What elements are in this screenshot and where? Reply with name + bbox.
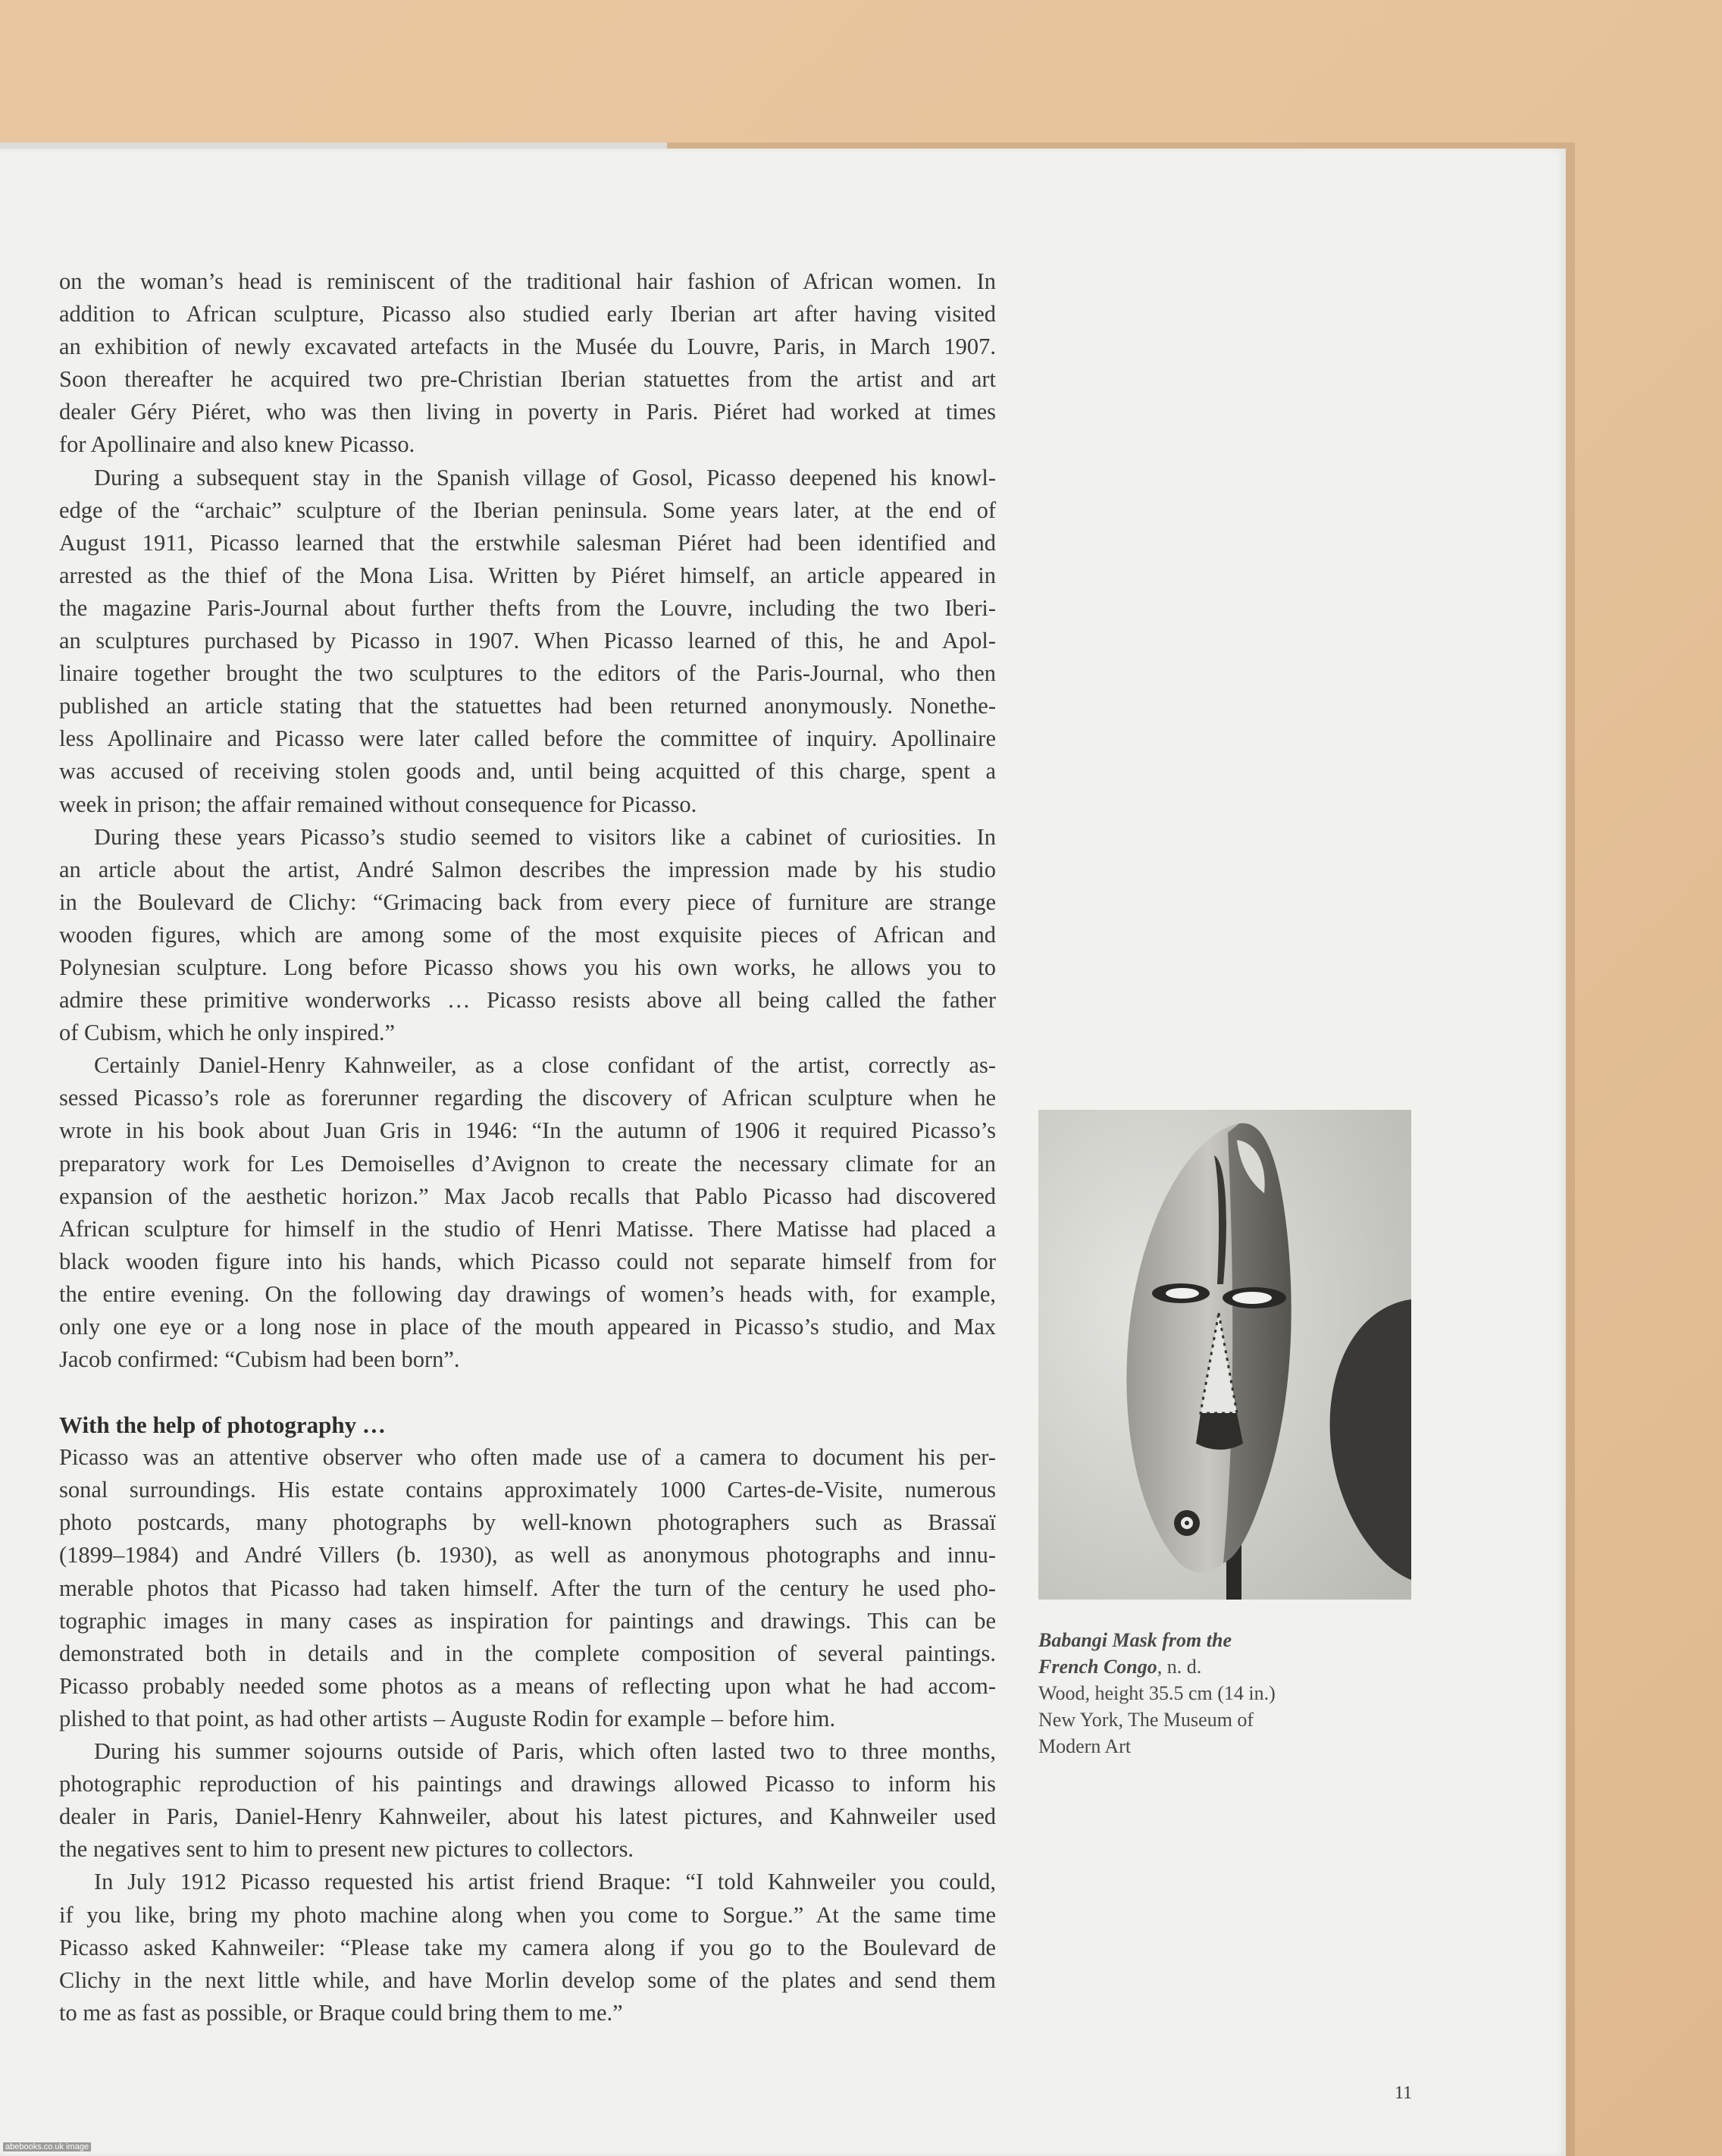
text-line: of Cubism, which he only inspired.”: [59, 1020, 396, 1046]
caption-location: New York, The Museum of: [1038, 1709, 1254, 1731]
text-line: In July 1912 Picasso requested his artist friend Braque: “I told Kahnweiler you could,: [94, 1869, 996, 1895]
text-line: wrote in his book about Juan Gris in 1946: “In the autumn of 1906 it required Picasso’s: [59, 1117, 996, 1144]
text-line: the negatives sent to him to present new pictures to collectors.: [59, 1836, 634, 1863]
text-line: Certainly Daniel-Henry Kahnweiler, as a close confidant of the artist, correctly as-: [94, 1052, 996, 1079]
text-line: less Apollinaire and Picasso were later called before the committee of inquiry. Apollinaire: [59, 725, 996, 752]
text-line: Jacob confirmed: “Cubism had been born”.: [59, 1346, 460, 1373]
text-line: August 1911, Picasso learned that the erstwhile salesman Piéret had been identified and: [59, 529, 996, 556]
paragraph: [59, 1049, 996, 1376]
figure-caption: [1038, 1627, 1364, 1760]
text-line: Soon thereafter he acquired two pre-Christian Iberian statuettes from the artist and art: [59, 366, 996, 393]
text-line: only one eye or a long nose in place of the mouth appeared in Picasso’s studio, and Max: [59, 1314, 996, 1340]
text-line: (1899–1984) and André Villers (b. 1930), as well as anonymous photographs and innu-: [59, 1542, 996, 1568]
text-line: photo postcards, many photographs by well-known photographers such as Brassaï: [59, 1509, 996, 1536]
text-line: was accused of receiving stolen goods and, until being acquitted of this charge, spent a: [59, 758, 996, 785]
text-line: linaire together brought the two sculptures to the editors of the Paris-Journal, who then: [59, 660, 996, 687]
text-line: During these years Picasso’s studio seemed to visitors like a cabinet of curiosities. In: [94, 823, 996, 850]
text-line: if you like, bring my photo machine along when you come to Sorgue.” At the same time: [59, 1901, 996, 1928]
text-line: an exhibition of newly excavated artefacts in the Musée du Louvre, Paris, in March 1907.: [59, 334, 996, 360]
book-page: [0, 149, 1566, 2156]
text-line: African sculpture for himself in the studio of Henri Matisse. There Matisse had placed a: [59, 1215, 996, 1242]
paragraphs-after-heading: [59, 1441, 996, 2029]
text-line: arrested as the thief of the Mona Lisa. Written by Piéret himself, an article appeared in: [59, 562, 996, 588]
section-heading: With the help of photography …: [59, 1412, 386, 1439]
text-line: plished to that point, as had other artists – Auguste Rodin for example – before him.: [59, 1705, 836, 1731]
paragraph: [59, 821, 996, 1050]
text-line: week in prison; the affair remained without consequence for Picasso.: [59, 791, 697, 817]
text-line: the magazine Paris-Journal about further thefts from the Louvre, including the two Iberi-: [59, 594, 996, 621]
text-line: edge of the “archaic” sculpture of the Iberian peninsula. Some years later, at the end of: [59, 497, 996, 523]
text-line: on the woman’s head is reminiscent of the traditional hair fashion of African women. In: [59, 268, 996, 294]
caption-title-continued: French Congo: [1038, 1656, 1157, 1678]
page-number: 11: [1395, 2083, 1413, 2103]
body-text: [59, 265, 996, 2029]
paragraph: [59, 462, 996, 821]
text-line: wooden figures, which are among some of the most exquisite pieces of African and: [59, 921, 996, 948]
text-line: During a subsequent stay in the Spanish village of Gosol, Picasso deepened his knowl-: [94, 464, 996, 490]
text-line: photographic reproduction of his paintings and drawings allowed Picasso to inform his: [59, 1771, 996, 1797]
text-line: in the Boulevard de Clichy: “Grimacing back from every piece of furniture are strange: [59, 888, 996, 915]
text-line: admire these primitive wonderworks … Picasso resists above all being called the father: [59, 987, 996, 1014]
paragraph: [59, 1735, 996, 1866]
text-line: Picasso asked Kahnweiler: “Please take my camera along if you go to the Boulevard de: [59, 1934, 996, 1960]
watermark-text: abebooks.co.uk image: [3, 2142, 91, 2151]
text-line: merable photos that Picasso had taken himself. After the turn of the century he used pho-: [59, 1575, 996, 1601]
text-line: an sculptures purchased by Picasso in 1907. When Picasso learned of this, he and Apol-: [59, 628, 996, 654]
text-line: sonal surroundings. His estate contains approximately 1000 Cartes-de-Visite, numerous: [59, 1477, 996, 1503]
text-line: Picasso was an attentive observer who often made use of a camera to document his per-: [59, 1444, 996, 1471]
text-line: During his summer sojourns outside of Paris, which often lasted two to three months,: [94, 1738, 996, 1765]
text-line: demonstrated both in details and in the complete composition of several paintings.: [59, 1640, 996, 1666]
babangi-mask-photo: [1038, 1110, 1411, 1600]
text-line: an article about the artist, André Salmon describes the impression made by his studio: [59, 856, 996, 882]
text-line: Clichy in the next little while, and have Morlin develop some of the plates and send them: [59, 1966, 996, 1993]
caption-location-continued: Modern Art: [1038, 1735, 1132, 1757]
caption-material: Wood, height 35.5 cm (14 in.): [1038, 1682, 1276, 1704]
mask-illustration: [1038, 1110, 1411, 1600]
text-line: to me as fast as possible, or Braque could bring them to me.”: [59, 1999, 623, 2026]
paragraph: [59, 1441, 996, 1735]
text-line: Polynesian sculpture. Long before Picasso shows you his own works, he allows you to: [59, 954, 996, 980]
text-line: published an article stating that the statuettes had been returned anonymously. Nonethe-: [59, 693, 996, 719]
text-line: the entire evening. On the following day drawings of women’s heads with, for example,: [59, 1280, 996, 1307]
text-line: tographic images in many cases as inspiration for paintings and drawings. This can be: [59, 1607, 996, 1634]
text-line: expansion of the aesthetic horizon.” Max Jacob recalls that Pablo Picasso had discovered: [59, 1183, 996, 1209]
text-line: addition to African sculpture, Picasso also studied early Iberian art after having visited: [59, 301, 996, 327]
text-line: Picasso probably needed some photos as a means of reflecting upon what he had accom-: [59, 1672, 996, 1699]
caption-date: , n. d.: [1157, 1656, 1202, 1678]
paragraph: [59, 265, 996, 462]
text-line: sessed Picasso’s role as forerunner regarding the discovery of African sculpture when he: [59, 1085, 996, 1111]
text-line: dealer in Paris, Daniel-Henry Kahnweiler, about his latest pictures, and Kahnweiler used: [59, 1803, 996, 1830]
paragraphs-before-heading: [59, 265, 996, 1376]
paragraph: [59, 1866, 996, 2029]
text-line: black wooden figure into his hands, which Picasso could not separate himself from for: [59, 1248, 996, 1274]
caption-title: Babangi Mask from the: [1038, 1629, 1232, 1651]
text-line: dealer Géry Piéret, who was then living in poverty in Paris. Piéret had worked at times: [59, 399, 996, 425]
text-line: for Apollinaire and also knew Picasso.: [59, 431, 415, 458]
text-line: preparatory work for Les Demoiselles d’Avignon to create the necessary climate for an: [59, 1150, 996, 1177]
